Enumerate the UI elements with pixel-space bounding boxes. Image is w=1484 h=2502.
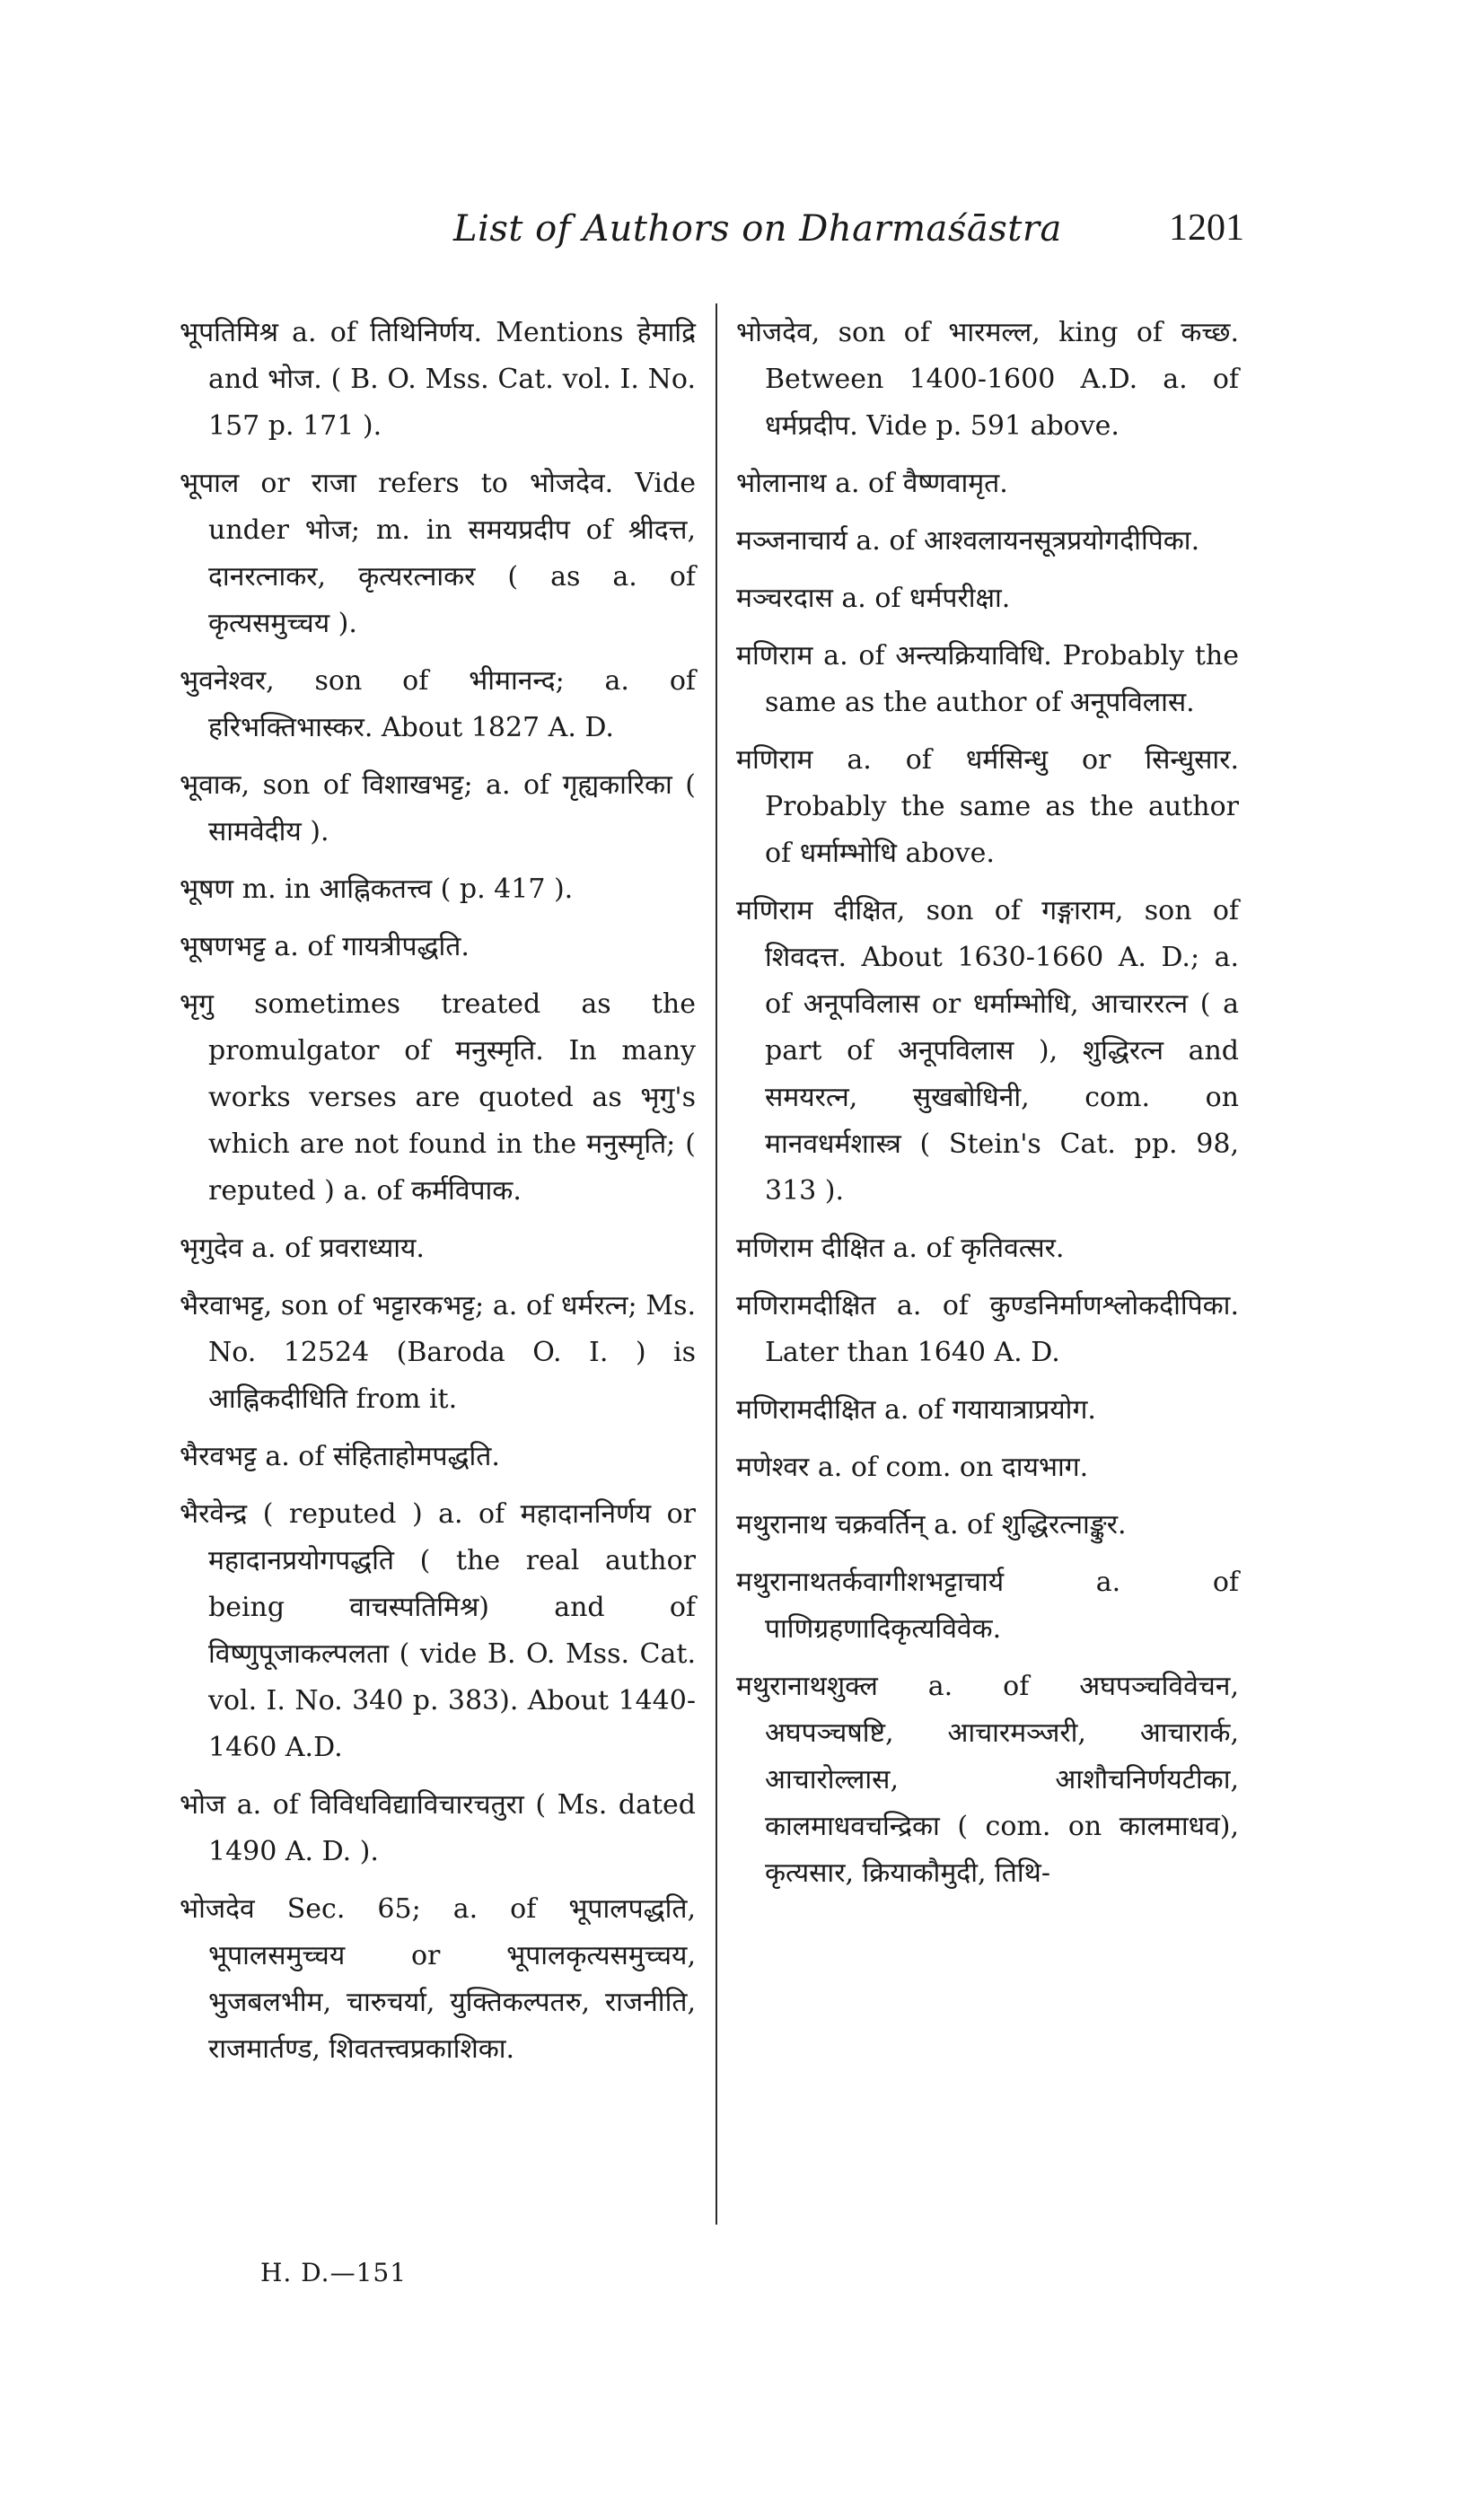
author-entry: मणिराम दीक्षित a. of कृतिवत्सर.: [736, 1233, 1065, 1264]
footer-signature: H. D.—151: [260, 2258, 408, 2287]
author-entry: भोलानाथ a. of वैष्णवामृत.: [736, 468, 1008, 499]
right-column: [736, 310, 1239, 1908]
author-entry: भूवाक, son of विशाखभट्ट; a. of गृह्यकारिका ( सामवेदीय ).: [180, 769, 696, 847]
author-entry: मथुरानाथशुक्ल a. of अघपञ्चविवेचन, अघपञ्चषष्टि, आचारमञ्जरी, आचारार्क, आचारोल्लास, आशौचनिर्णयटीका, कालमाधवचन्द्रिका ( com. on कालमाधव), कृत्यसार, क्रियाकौमुदी, तिथि-: [736, 1671, 1239, 1889]
page-header: [0, 208, 1484, 262]
column-divider: [716, 303, 717, 2225]
author-entry: मणिराम a. of अन्त्यक्रियाविधि. Probably the same as the author of अनूपविलास.: [736, 640, 1239, 718]
author-entry: भूपतिमिश्र a. of तिथिनिर्णय. Mentions हेमाद्रि and भोज. ( B. O. Mss. Cat. vol. I. No. 157 p. 171 ).: [180, 317, 696, 442]
author-entry: भूपाल or राजा refers to भोजदेव. Vide under भोज; m. in समयप्रदीप of श्रीदत्त, दानरत्नाकर, कृत्यरत्नाकर ( as a. of कृत्यसमुच्चय ).: [180, 468, 696, 639]
left-column: [180, 310, 696, 2084]
author-entry: भृगुदेव a. of प्रवराध्याय.: [180, 1233, 425, 1264]
author-entry: मणेश्वर a. of com. on दायभाग.: [736, 1452, 1089, 1483]
author-entry: मणिरामदीक्षित a. of गयायात्राप्रयोग.: [736, 1394, 1096, 1426]
page-number: 1201: [1169, 207, 1244, 249]
author-entry: भृगु sometimes treated as the promulgator of मनुस्मृति. In many works verses are quoted as भृगु's which are not found in the मनुस्मृति; ( reputed ) a. of कर्मविपाक.: [180, 988, 696, 1207]
author-entry: भैरवेन्द्र ( reputed ) a. of महादाननिर्णय or महादानप्रयोगपद्धति ( the real author being वाचस्पतिमिश्र) and of विष्णुपूजाकल्पलता ( vide B. O. Mss. Cat. vol. I. No. 340 p. 383). About 1440-1460 A.D.: [180, 1498, 696, 1763]
running-title: List of Authors on Dharmaśāstra: [453, 208, 1062, 250]
author-entry: मथुरानाथतर्कवागीशभट्टाचार्य a. of पाणिग्रहणादिकृत्यविवेक.: [736, 1567, 1239, 1645]
author-entry: भोज a. of विविधविद्याविचारचतुरा ( Ms. dated 1490 A. D. ).: [180, 1789, 696, 1867]
author-entry: भूषण m. in आह्निकतत्त्व ( p. 417 ).: [180, 874, 574, 905]
author-entry: भोजदेव, son of भारमल्ल, king of कच्छ. Between 1400-1600 A.D. a. of धर्मप्रदीप. Vide p. 591 above.: [736, 317, 1239, 442]
author-entry: भोजदेव Sec. 65; a. of भूपालपद्धति, भूपालसमुच्चय or भूपालकृत्यसमुच्चय, भुजबलभीम, चारुचर्या, युक्तिकल्पतरु, राजनीति, राजमार्तण्ड, शिवतत्त्वप्रकाशिका.: [180, 1893, 696, 2065]
author-entry: मथुरानाथ चक्रवर्तिन् a. of शुद्धिरत्नाङ्कुर.: [736, 1509, 1127, 1541]
author-entry: मणिराम a. of धर्मसिन्धु or सिन्धुसार. Probably the same as the author of धर्माम्भोधि above.: [736, 744, 1239, 869]
author-entry: भुवनेश्वर, son of भीमानन्द; a. of हरिभक्तिभास्कर. About 1827 A. D.: [180, 665, 696, 743]
author-entry: मणिरामदीक्षित a. of कुण्डनिर्माणश्लोकदीपिका. Later than 1640 A. D.: [736, 1290, 1239, 1368]
author-entry: भूषणभट्ट a. of गायत्रीपद्धति.: [180, 931, 470, 962]
author-entry: भैरवभट्ट a. of संहिताहोमपद्धति.: [180, 1441, 500, 1472]
author-entry: मञ्चरदास a. of धर्मपरीक्षा.: [736, 583, 1011, 614]
author-entry: भैरवाभट्ट, son of भट्टारकभट्ट; a. of धर्मरत्न; Ms. No. 12524 (Baroda O. I. ) is आह्निकदीधिति from it.: [180, 1290, 696, 1415]
author-entry: मणिराम दीक्षित, son of गङ्गाराम, son of शिवदत्त. About 1630-1660 A. D.; a. of अनूपविलास or धर्माम्भोधि, आचाररत्न ( a part of अनूपविलास ), शुद्धिरत्न and समयरत्न, सुखबोधिनी, com. on मानवधर्मशास्त्र ( Stein's Cat. pp. 98, 313 ).: [736, 895, 1239, 1207]
author-entry: मञ्जनाचार्य a. of आश्वलायनसूत्रप्रयोगदीपिका.: [736, 525, 1200, 557]
